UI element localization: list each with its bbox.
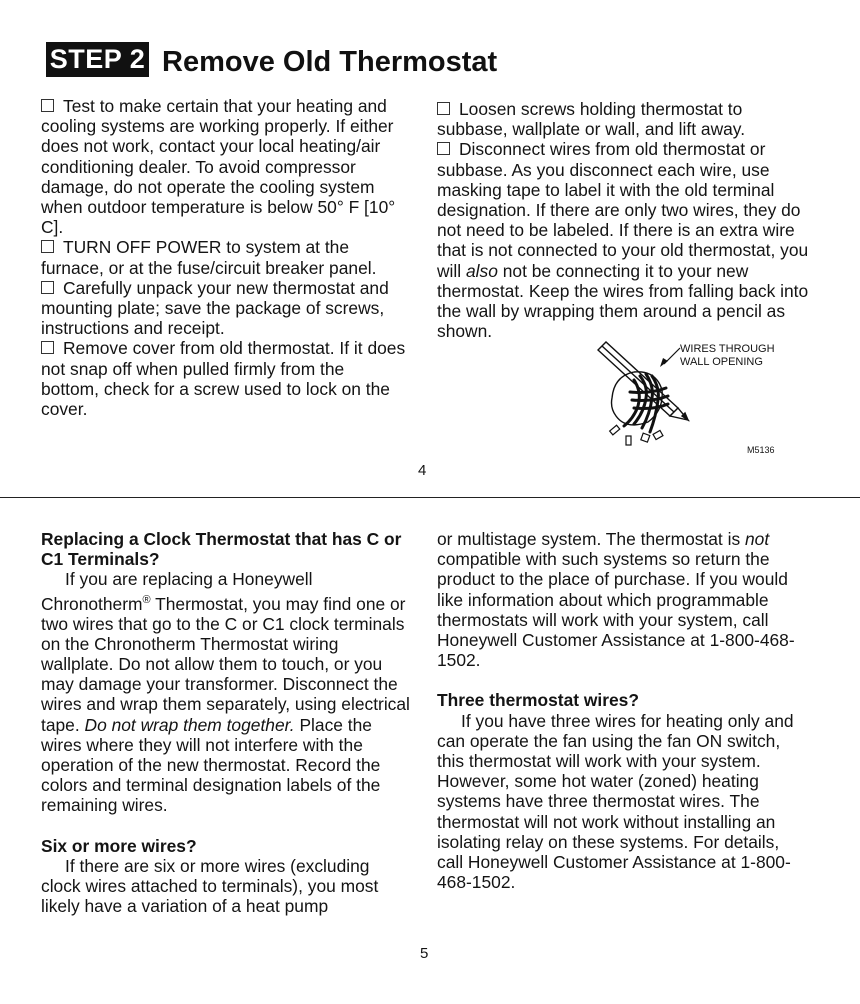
section-heading-clock-thermostat: Replacing a Clock Thermostat that has C or C1 Terminals?: [41, 529, 402, 570]
page-title: Remove Old Thermostat: [162, 46, 498, 78]
checkbox-unpack[interactable]: [41, 281, 54, 294]
step-badge: STEP 2: [46, 42, 149, 77]
section-text-six-wires: If there are six or more wires (excluding clock wires attached to terminals), you most likely have a variation of a heat pump: [41, 855, 379, 917]
checkbox-disconnect-wires[interactable]: [437, 142, 450, 155]
step-item-unpack: Carefully unpack your new thermostat and mounting plate; save the package of screws, instructions and receipt.: [41, 277, 389, 339]
checkbox-remove-cover[interactable]: [41, 341, 54, 354]
left-column-steps: [41, 96, 406, 419]
checkbox-loosen-screws[interactable]: [437, 102, 450, 115]
bottom-left-column: [41, 529, 413, 916]
right-column-steps: [437, 99, 809, 341]
section-heading-six-wires: Six or more wires?: [41, 835, 197, 856]
section-text-six-wires-continued: or multistage system. The thermostat is not compatible with such systems so return the product to the place of purchase. If you would like information about which programmable thermostats will work with your system, call Honeywell Customer Assistance at 1-800-468-1502.: [437, 529, 795, 671]
checkbox-turn-off-power[interactable]: [41, 240, 54, 253]
page-number-4: 4: [418, 462, 427, 479]
bottom-right-column: [437, 529, 809, 892]
section-text-clock-thermostat: If you are replacing a Honeywell Chronotherm® Thermostat, you may find one or two wires that go to the C or C1 clock terminals on the Chronotherm Thermostat wiring wallplate. Do not allow them to touch, or you may damage your transformer. Disconnect the wires and wrap them separately, using electrical tape. Do not wrap them together. Place the wires where they will not interfere with the operation of the new thermostat. Record the colors and terminal designation labels of the remaining wires.: [41, 569, 410, 816]
section-text-three-wires: If you have three wires for heating only and can operate the fan using the fan ON switch, this thermostat will work with your system. However, some hot water (zoned) heating systems have three thermostat wires. The thermostat will not work without installing an isolating relay on these systems. For details, call Honeywell Customer Assistance at 1-800-468-1502.: [437, 710, 794, 893]
checkbox-test-systems[interactable]: [41, 99, 54, 112]
step-item-loosen-screws: Loosen screws holding thermostat to subbase, wallplate or wall, and lift away.: [437, 99, 746, 140]
step-item-disconnect-wires: Disconnect wires from old thermostat or subbase. As you disconnect each wire, use masking tape to label it with the old terminal designation. If there are only two wires, they do not need to be labeled. If there is an extra wire that is not connected to your old thermostat, you will also not be connecting it to your new thermostat. Keep the wires from falling back into the wall by wrapping them around a pencil as shown.: [437, 139, 809, 342]
figure-label: WIRES THROUGH WALL OPENING: [680, 343, 775, 368]
section-heading-three-wires: Three thermostat wires?: [437, 690, 639, 711]
step-item-remove-cover: Remove cover from old thermostat. If it does not snap off when pulled firmly from the bottom, check for a screw used to lock on the cover.: [41, 338, 406, 420]
figure-leader-arrow-icon: [658, 346, 682, 368]
page-number-5: 5: [420, 945, 429, 962]
step-item-turn-off-power: TURN OFF POWER to system at the furnace, or at the fuse/circuit breaker panel.: [41, 237, 377, 278]
page-divider: [0, 497, 860, 498]
step-item-test-systems: Test to make certain that your heating and cooling systems are working properly. If either does not work, contact your local heating/air conditioning dealer. To avoid compressor damage, do not operate the cooling system when outdoor temperature is below 50° F [10° C].: [41, 96, 396, 238]
figure-code: M5136: [747, 445, 775, 455]
